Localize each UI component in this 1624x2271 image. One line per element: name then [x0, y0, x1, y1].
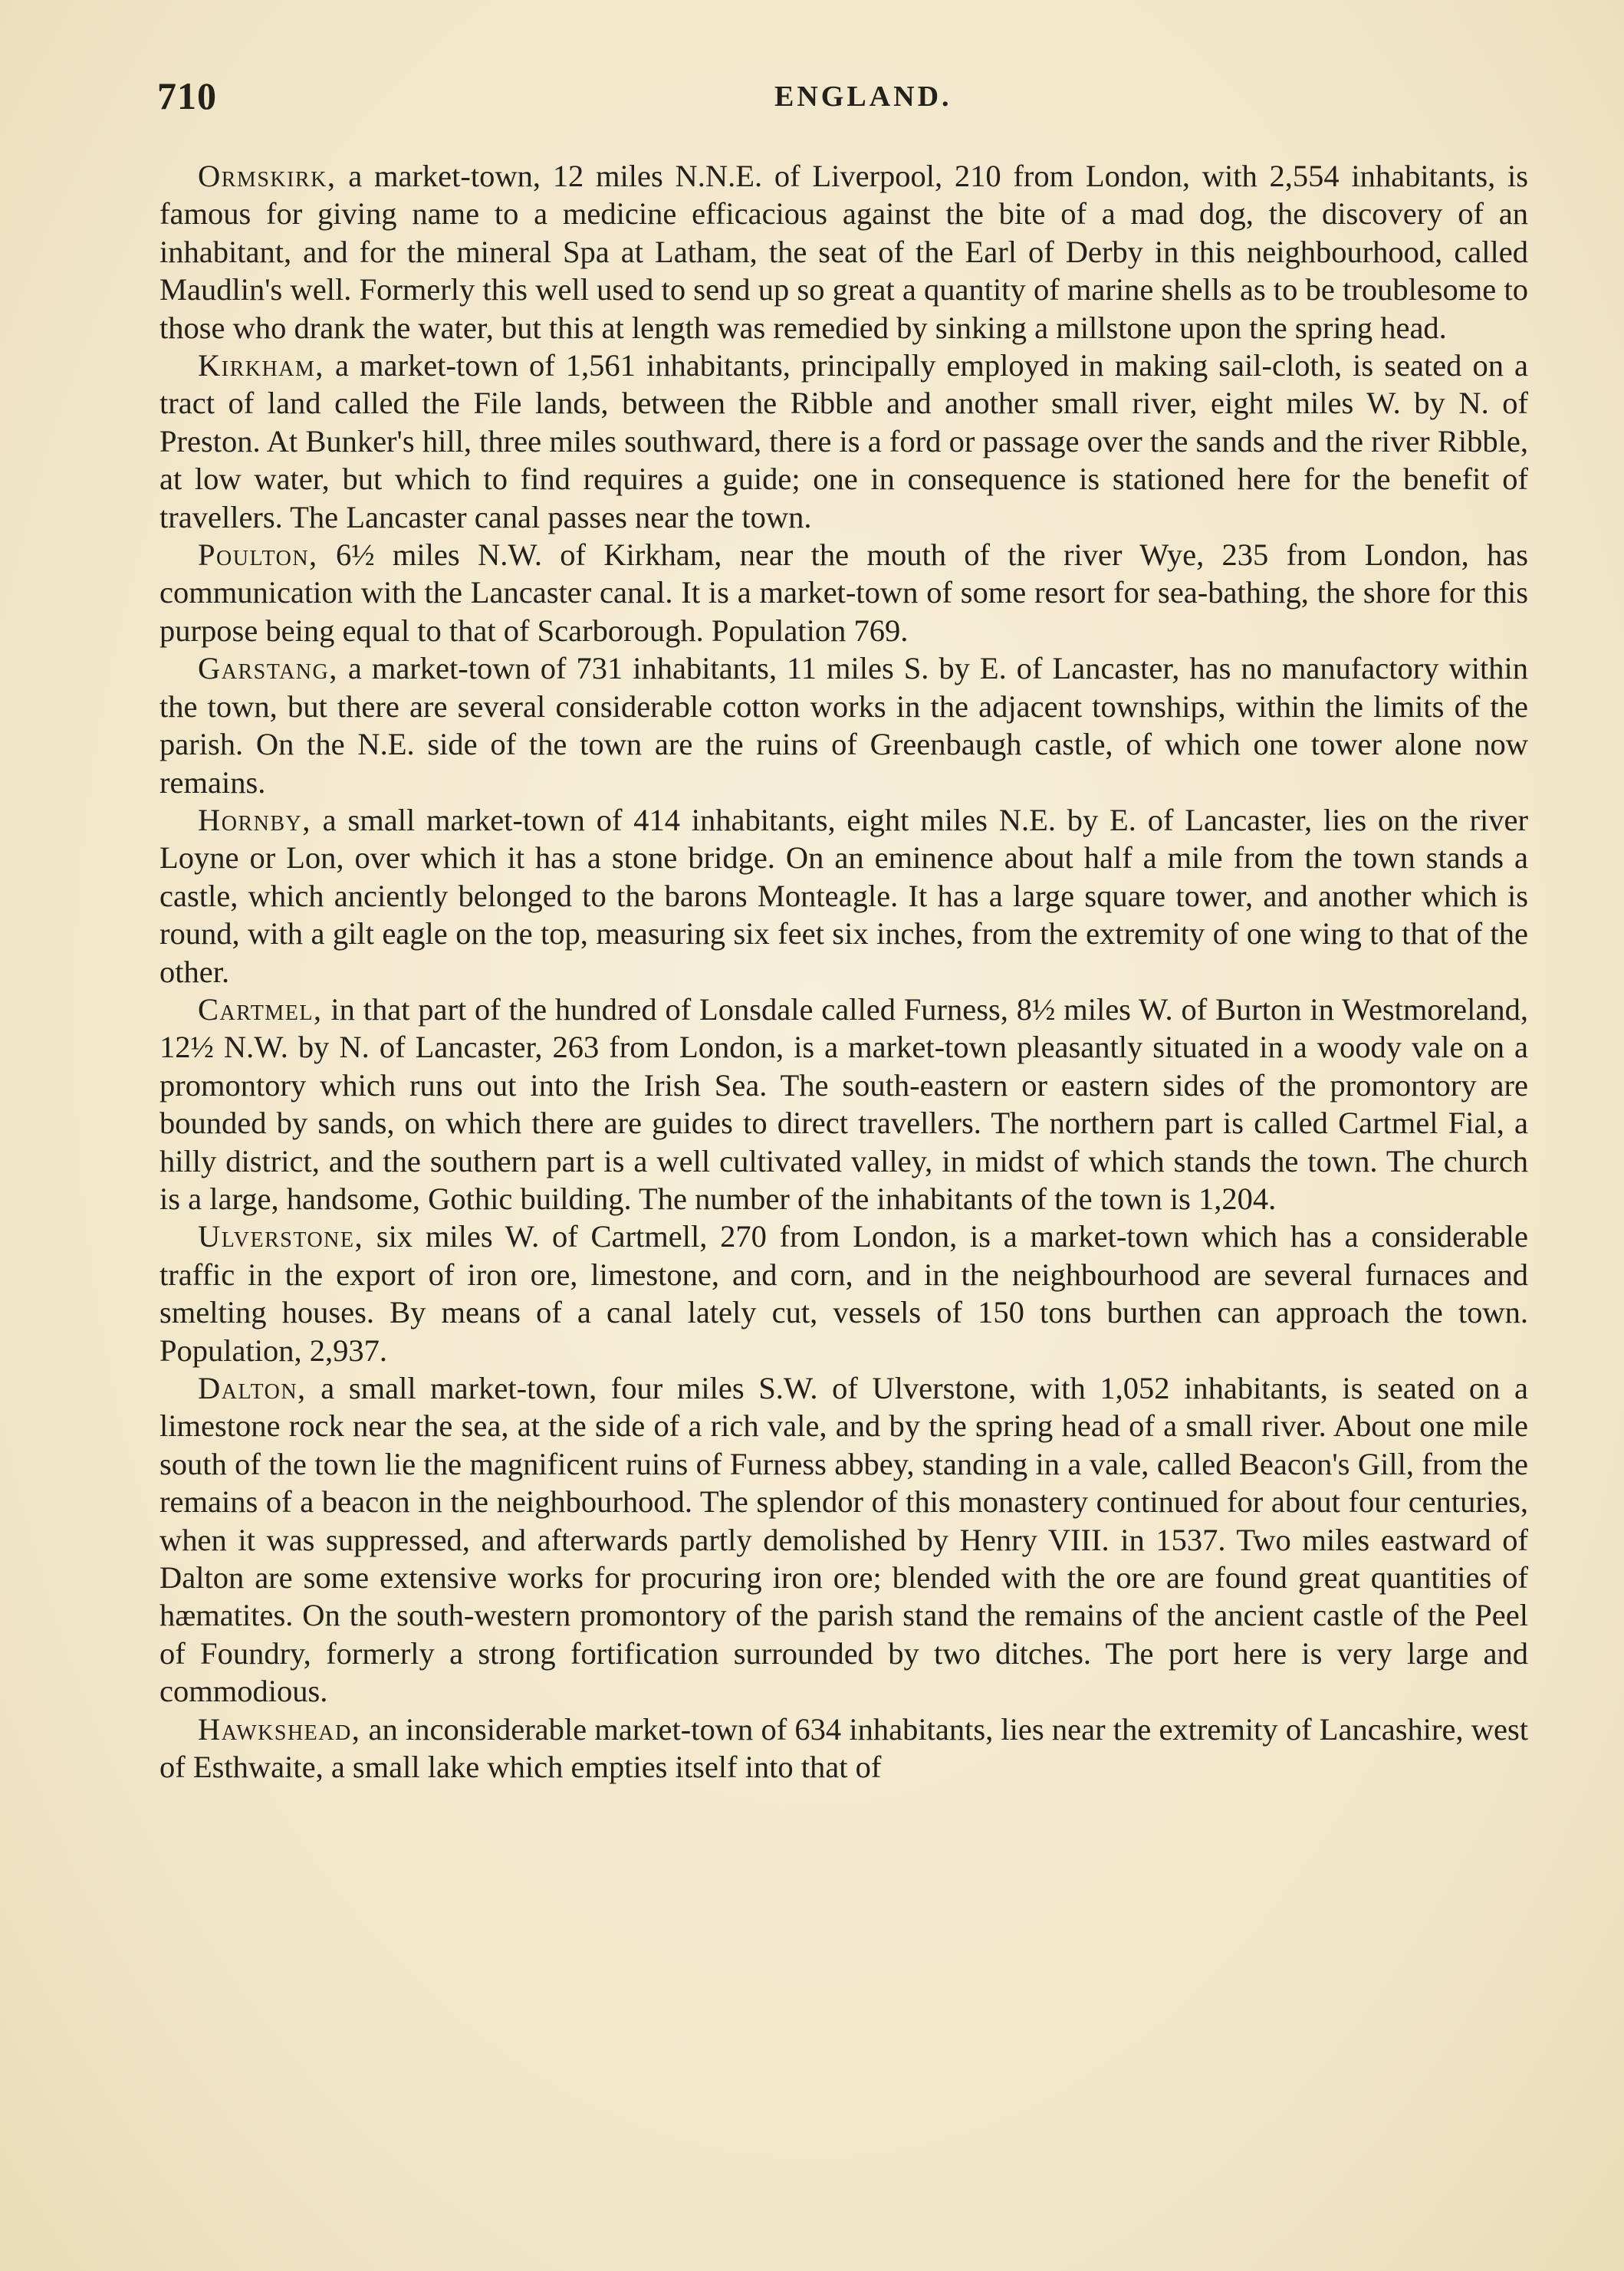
- gazetteer-text: [159, 157, 1528, 1786]
- place-name: Cartmel,: [198, 991, 323, 1027]
- entry-ulverstone: [159, 1218, 1528, 1369]
- entry-kirkham: [159, 347, 1528, 536]
- entry-hornby: [159, 801, 1528, 991]
- entry-ormskirk: [159, 157, 1528, 347]
- entry-text: a small market-town, four miles S.W. of Ulverstone, with 1,052 inhabitants, is seated on a limestone rock near the sea, at the side of a rich vale, and by the spring head of a small river. About one mile south of the town lie the magnificent ruins of Furness abbey, standing in a vale, called Beacon's Gill, from the remains of a beacon in the neighbourhood. The splendor of this monastery continued for about four centuries, when it was suppressed, and afterwards partly demolished by Henry VIII. in 1537. Two miles eastward of Dalton are some extensive works for procuring iron ore; blended with the ore are found great quantities of hæmatites. On the south-western promontory of the parish stand the remains of the ancient castle of the Peel of Foundry, formerly a strong fortification surrounded by two ditches. The port here is very large and commodious.: [159, 1371, 1528, 1709]
- entry-text: a small market-town of 414 inhabitants, eight miles N.E. by E. of Lancaster, lies on the river Loyne or Lon, over which it has a stone bridge. On an eminence about half a mile from the town stands a castle, which anciently belonged to the barons Monteagle. It has a large square tower, and another which is round, with a gilt eagle on the top, measuring six feet six inches, from the extremity of one wing to that of the other.: [159, 802, 1528, 989]
- entry-text: 6½ miles N.W. of Kirkham, near the mouth of the river Wye, 235 from London, has communication with the Lancaster canal. It is a market-town of some resort for sea-bathing, the shore for this purpose being equal to that of Scarborough. Population 769.: [159, 537, 1528, 648]
- place-name: Kirkham,: [198, 348, 324, 383]
- entry-cartmel: [159, 991, 1528, 1218]
- entry-garstang: [159, 649, 1528, 801]
- page-number: 710: [157, 74, 217, 117]
- entry-text: a market-town of 1,561 inhabitants, principally employed in making sail-cloth, is seated on a tract of land called the File lands, between the Ribble and another small river, eight miles W. by N. of Preston. At Bunker's hill, three miles southward, there is a ford or passage over the sands and the river Ribble, at low water, but which to find requires a guide; one in consequence is stationed here for the benefit of travellers. The Lancaster canal passes near the town.: [159, 348, 1528, 534]
- entry-text: six miles W. of Cartmell, 270 from London, is a market-town which has a considerable traffic in the export of iron ore, limestone, and corn, and in the neighbourhood are several furnaces and smelting houses. By means of a canal lately cut, vessels of 150 tons burthen can approach the town. Population, 2,937.: [159, 1219, 1528, 1368]
- entry-text: an inconsiderable market-town of 634 inhabitants, lies near the extremity of Lancashire, west of Esthwaite, a small lake which empties itself into that of: [159, 1711, 1528, 1785]
- entry-hawkshead: [159, 1711, 1528, 1786]
- page-header: [157, 74, 1526, 127]
- place-name: Poulton,: [198, 537, 318, 573]
- place-name: Hornby,: [198, 802, 311, 837]
- place-name: Garstang,: [198, 651, 338, 686]
- place-name: Ormskirk,: [198, 159, 337, 193]
- place-name: Hawkshead,: [198, 1711, 361, 1747]
- entry-text: in that part of the hundred of Lonsdale called Furness, 8½ miles W. of Burton in Westmoreland, 12½ N.W. by N. of Lancaster, 263 from London, is a market-town pleasantly situated in a woody vale on a promontory which runs out into the Irish Sea. The south-eastern or eastern sides of the promontory are bounded by sands, on which there are guides to direct travellers. The northern part is called Cartmel Fial, a hilly district, and the southern part is a well cultivated valley, in midst of which stands the town. The church is a large, handsome, Gothic building. The number of the inhabitants of the town is 1,204.: [159, 991, 1528, 1216]
- entry-text: a market-town, 12 miles N.N.E. of Liverpool, 210 from London, with 2,554 inhabitants, is famous for giving name to a medicine efficacious against the bite of a mad dog, the discovery of an inhabitant, and for the mineral Spa at Latham, the seat of the Earl of Derby in this neighbourhood, called Maudlin's well. Formerly this well used to send up so great a quantity of marine shells as to be troublesome to those who drank the water, but this at length was remedied by sinking a millstone upon the spring head.: [159, 159, 1528, 345]
- place-name: Ulverstone,: [198, 1219, 364, 1254]
- running-head: ENGLAND.: [774, 81, 952, 113]
- entry-poulton: [159, 536, 1528, 649]
- place-name: Dalton,: [198, 1371, 307, 1405]
- entry-dalton: [159, 1369, 1528, 1711]
- entry-text: a market-town of 731 inhabitants, 11 miles S. by E. of Lancaster, has no manufactory within the town, but there are several considerable cotton works in the adjacent townships, within the limits of the parish. On the N.E. side of the town are the ruins of Greenbaugh castle, of which one tower alone now remains.: [159, 651, 1528, 800]
